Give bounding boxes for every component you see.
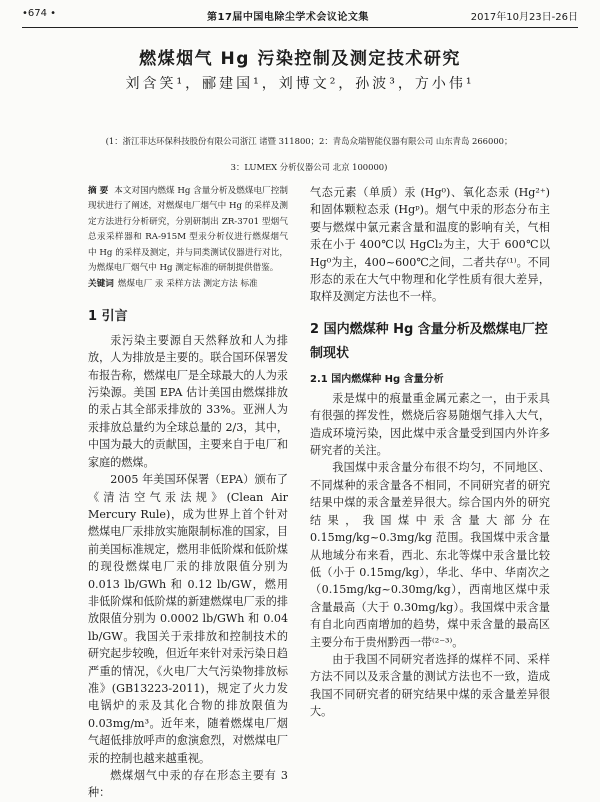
intro-paragraph-3: 燃煤烟气中汞的存在形态主要有 3 种： <box>88 769 288 800</box>
intro-paragraph-1: 汞污染主要源自天然释放和人为排放，人为排放是主要的。联合国环保署发布报告称，燃煤电厂是全球最大的人为汞污染源。美国 EPA 估计美国由燃煤排放的汞占其全部汞排放的 33%。亚洲人为汞排放总量约为全球总量的 2/3，其中，中国为最大的贡献国，主要来自于电厂和家庭的燃煤。 <box>88 333 288 469</box>
section-heading-intro: 1 引言 <box>88 308 128 324</box>
conference-name: 第17届中国电除尘学术会议论文集 <box>207 12 369 23</box>
keywords-label: 关键词 <box>88 279 114 290</box>
page-header <box>22 8 578 24</box>
paper-title: 燃煤烟气 Hg 污染控制及测定技术研究 <box>139 49 461 69</box>
subsection-heading-2-1: 2.1 国内燃煤种 Hg 含量分析 <box>310 373 444 385</box>
left-column <box>88 184 288 802</box>
page-number: •674 • <box>22 8 57 19</box>
conference-date: 2017年10月23日-26日 <box>470 12 578 23</box>
mercury-forms-paragraph: 气态元素（单质）汞 (Hg⁰)、氧化态汞 (Hg²⁺) 和固体颗粒态汞 (Hgᵖ)。烟气中汞的形态分布主要与燃煤中氯元素含量和温度的影响有关，气相汞在小于 400℃以 HgCl₂为主，大于 600℃以 Hg⁰为主，400~600℃之间，二者共存⁽¹⁾。不同形态的汞在大气中物理和化学性质有很大差异，取样及测定方法也不一样。 <box>310 186 550 304</box>
affiliations <box>50 128 568 180</box>
abstract <box>88 184 288 276</box>
section-2-1-paragraph-3: 由于我国不同研究者选择的煤样不同、采样方法不同以及汞含量的测试方法也不一致，造成我国不同研究者的研究结果中煤的汞含量差异很大。 <box>310 652 550 719</box>
right-column <box>310 184 550 721</box>
section-2-1-paragraph-1: 汞是煤中的痕量重金属元素之一，由于汞具有很强的挥发性，燃烧后容易随烟气排入大气，造成环境污染，因此煤中汞含量受到国内外许多研究者的关注。 <box>310 391 550 458</box>
keywords <box>88 277 288 292</box>
author-list: 刘含笑¹，郦建国¹，刘博文²，孙波³，方小伟¹ <box>125 76 475 92</box>
keywords-text: 燃煤电厂 汞 采样方法 测定方法 标准 <box>117 279 258 290</box>
affiliation-line-2: 3：LUMEX 分析仪器公司 北京 100000) <box>230 162 388 172</box>
abstract-text: 本文对国内燃煤 Hg 含量分析及燃煤电厂控制现状进行了阐述，对燃煤电厂烟气中 Hg 的采样及测定方法进行分析研究，分别研制出 ZR-3701 型烟气总汞采样器和 RA-915M 型汞分析仪进行燃煤烟气中 Hg 的采样及测定，并与同类测试仪器进行对比，为燃煤电厂烟气中 Hg 测定标准的研制提供借鉴。 <box>88 186 288 274</box>
affiliation-line-1: (1：浙江菲达环保科技股份有限公司浙江 诸暨 311800；2：青岛众瑞智能仪器有限公司 山东青岛 266000； <box>105 136 513 146</box>
section-heading-2: 2 国内燃煤种 Hg 含量分析及燃煤电厂控制现状 <box>310 321 548 361</box>
abstract-label: 摘 要 <box>88 186 109 196</box>
section-2-1-paragraph-2: 我国煤中汞含量分布很不均匀，不同地区、不同煤种的汞含量各不相同，不同研究者的研究结果中煤的汞含量差异很大。综合国内外的研究结果，我国煤中汞含量大部分在 0.15mg/kg~0.3mg/kg 范围。我国煤中汞含量从地域分布来看，西北、东北等煤中汞含量比较低（小于 0.15mg/kg），华北、华中、华南次之（0.15mg/kg~0.30mg/kg），西南地区煤中汞含量最高（大于 0.30mg/kg）。我国煤中汞含量有自北向西南增加的趋势，煤中汞含量的最高区主要分布于贵州黔西一带⁽²⁻³⁾。 <box>310 461 550 649</box>
header-rule <box>22 27 578 28</box>
intro-paragraph-2: 2005 年美国环保署（EPA）颁布了《清洁空气汞法规》(Clean Air Mercury Rule)，成为世界上首个针对燃煤电厂汞排放实施限制标准的国家，目前美国标准规定，燃用非低阶煤和低阶煤的现役燃煤电厂汞的排放限值分别为 0.013 lb/GWh 和 0.12 lb/GW，燃用非低阶煤和低阶煤的新建燃煤电厂汞的排放限值分别为 0.0002 lb/GWh 和 0.04 lb/GW。我国关于汞排放和控制技术的研究起步较晚，但近年来针对汞污染日趋严重的情况，《火电厂大气污染物排放标准》(GB13223-2011)，规定了火力发电锅炉的汞及其化合物的排放限值为 0.03mg/m³。近年来，随着燃煤电厂烟气超低排放呼声的愈演愈烈，对燃煤电厂汞的控制也越来越重视。 <box>88 473 288 765</box>
